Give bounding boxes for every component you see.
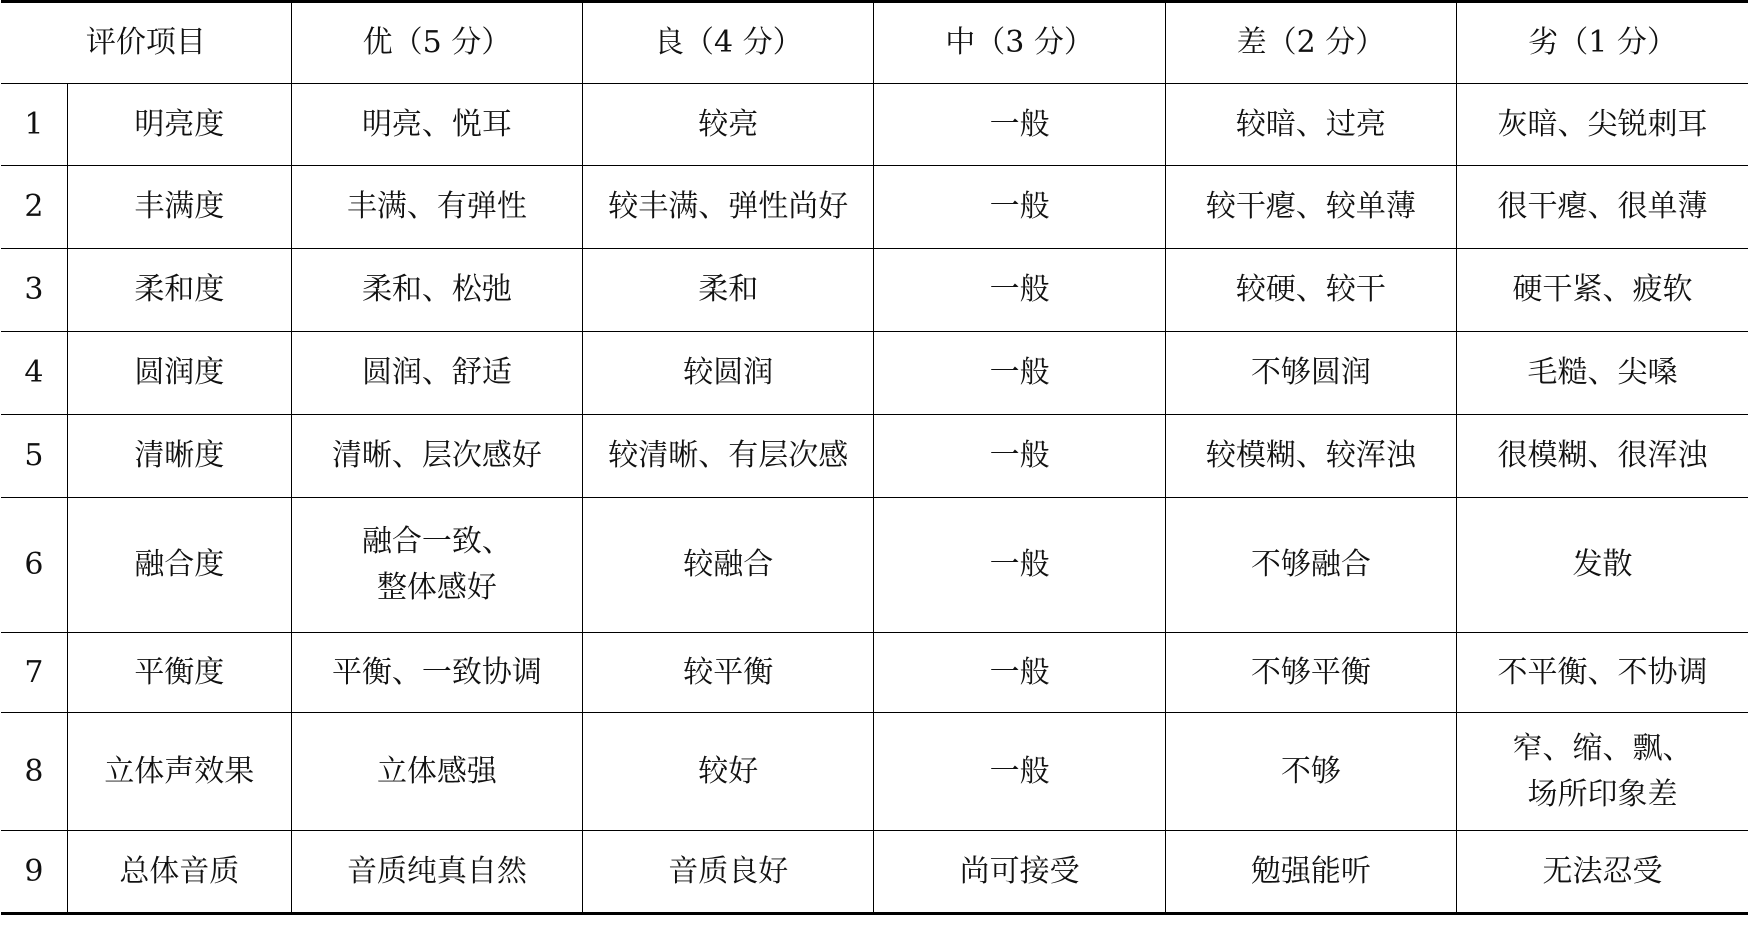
row-number: 8	[1, 713, 67, 831]
cell-bad	[1457, 415, 1748, 498]
cell-bad	[1457, 84, 1748, 166]
header-item: 评价项目	[1, 2, 291, 84]
cell-text-line: 清晰、层次感好	[331, 438, 542, 473]
cell-text-line: 很干瘪、很单薄	[1497, 189, 1708, 224]
cell-excellent	[291, 713, 582, 831]
cell-text-line: 较丰满、弹性尚好	[608, 189, 849, 224]
cell-text-line: 较平衡	[683, 654, 774, 690]
table-row	[1, 633, 1748, 713]
cell-excellent	[291, 633, 582, 713]
table-body	[1, 84, 1748, 914]
row-number: 4	[1, 332, 67, 415]
header-grade-average: 中（3 分）	[874, 2, 1165, 84]
cell-bad	[1457, 249, 1748, 332]
cell-average	[874, 249, 1165, 332]
cell-text-line: 较好	[698, 753, 759, 789]
sound-quality-evaluation-table	[1, 0, 1748, 915]
table-row	[1, 498, 1748, 633]
row-item-name: 融合度	[67, 498, 291, 633]
header-row	[1, 2, 1748, 84]
cell-good	[583, 498, 874, 633]
cell-bad	[1457, 831, 1748, 914]
table-row	[1, 166, 1748, 249]
cell-poor	[1165, 415, 1456, 498]
cell-text-line: 不够圆润	[1250, 355, 1371, 390]
cell-poor	[1165, 713, 1456, 831]
cell-average	[874, 831, 1165, 914]
cell-text-line: 较模糊、较浑浊	[1205, 438, 1416, 473]
cell-text-line: 一般	[989, 654, 1050, 690]
cell-average	[874, 332, 1165, 415]
cell-text-line: 场所印象差	[1527, 776, 1678, 812]
row-item-name: 圆润度	[67, 332, 291, 415]
cell-poor	[1165, 332, 1456, 415]
cell-text-line: 整体感好	[376, 570, 497, 605]
cell-text-line: 一般	[989, 438, 1050, 473]
cell-poor	[1165, 633, 1456, 713]
cell-text-line: 较硬、较干	[1235, 272, 1386, 307]
cell-text-line: 柔和	[698, 272, 759, 307]
cell-text-line: 平衡、一致协调	[331, 654, 542, 690]
row-number: 3	[1, 249, 67, 332]
cell-text-line: 不够	[1280, 753, 1341, 789]
cell-text-line: 窄、缩、飘、	[1512, 730, 1693, 766]
cell-text-line: 一般	[989, 106, 1050, 142]
row-number: 2	[1, 166, 67, 249]
cell-average	[874, 633, 1165, 713]
cell-good	[583, 831, 874, 914]
cell-average	[874, 498, 1165, 633]
cell-text-line: 明亮、悦耳	[361, 106, 512, 142]
cell-average	[874, 415, 1165, 498]
cell-text-line: 较圆润	[683, 355, 774, 390]
cell-good	[583, 166, 874, 249]
cell-text-line: 不够融合	[1250, 547, 1371, 582]
cell-text-line: 灰暗、尖锐刺耳	[1497, 106, 1708, 142]
cell-good	[583, 332, 874, 415]
table-row	[1, 249, 1748, 332]
row-item-name: 清晰度	[67, 415, 291, 498]
header-grade-good: 良（4 分）	[583, 2, 874, 84]
cell-text-line: 一般	[989, 272, 1050, 307]
cell-good	[583, 249, 874, 332]
cell-text-line: 较亮	[698, 106, 759, 142]
table-row	[1, 415, 1748, 498]
cell-excellent	[291, 84, 582, 166]
row-item-name: 丰满度	[67, 166, 291, 249]
cell-text-line: 较干瘪、较单薄	[1205, 189, 1416, 224]
cell-excellent	[291, 498, 582, 633]
table-row	[1, 84, 1748, 166]
cell-text-line: 丰满、有弹性	[346, 189, 527, 224]
cell-bad	[1457, 713, 1748, 831]
cell-good	[583, 713, 874, 831]
cell-average	[874, 166, 1165, 249]
cell-text-line: 不够平衡	[1250, 654, 1371, 690]
cell-text-line: 尚可接受	[959, 853, 1080, 889]
row-item-name: 明亮度	[67, 84, 291, 166]
cell-bad	[1457, 332, 1748, 415]
cell-poor	[1165, 249, 1456, 332]
row-number: 5	[1, 415, 67, 498]
cell-excellent	[291, 166, 582, 249]
table-row	[1, 831, 1748, 914]
row-item-name: 平衡度	[67, 633, 291, 713]
cell-good	[583, 84, 874, 166]
row-item-name: 总体音质	[67, 831, 291, 914]
cell-excellent	[291, 831, 582, 914]
cell-bad	[1457, 498, 1748, 633]
cell-text-line: 无法忍受	[1542, 853, 1663, 889]
table-row	[1, 713, 1748, 831]
cell-text-line: 一般	[989, 355, 1050, 390]
cell-text-line: 圆润、舒适	[361, 355, 512, 390]
cell-good	[583, 415, 874, 498]
header-grade-excellent: 优（5 分）	[291, 2, 582, 84]
table-row	[1, 332, 1748, 415]
row-item-name: 柔和度	[67, 249, 291, 332]
cell-bad	[1457, 633, 1748, 713]
cell-text-line: 勉强能听	[1250, 853, 1371, 889]
cell-poor	[1165, 831, 1456, 914]
row-number: 1	[1, 84, 67, 166]
cell-text-line: 一般	[989, 753, 1050, 789]
cell-text-line: 融合一致、	[361, 524, 512, 559]
cell-poor	[1165, 166, 1456, 249]
cell-text-line: 硬干紧、疲软	[1512, 272, 1693, 307]
cell-text-line: 毛糙、尖嗓	[1527, 355, 1678, 390]
header-grade-bad: 劣（1 分）	[1457, 2, 1748, 84]
cell-excellent	[291, 249, 582, 332]
cell-text-line: 一般	[989, 547, 1050, 582]
cell-excellent	[291, 415, 582, 498]
cell-poor	[1165, 84, 1456, 166]
header-grade-poor: 差（2 分）	[1165, 2, 1456, 84]
row-item-name: 立体声效果	[67, 713, 291, 831]
cell-text-line: 很模糊、很浑浊	[1497, 438, 1708, 473]
cell-excellent	[291, 332, 582, 415]
cell-text-line: 较融合	[683, 547, 774, 582]
cell-text-line: 发散	[1572, 547, 1633, 582]
cell-text-line: 一般	[989, 189, 1050, 224]
cell-text-line: 音质良好	[668, 853, 789, 889]
row-number: 6	[1, 498, 67, 633]
cell-text-line: 柔和、松弛	[361, 272, 512, 307]
cell-average	[874, 713, 1165, 831]
cell-text-line: 音质纯真自然	[346, 853, 527, 889]
cell-average	[874, 84, 1165, 166]
cell-text-line: 较暗、过亮	[1235, 106, 1386, 142]
cell-text-line: 立体感强	[376, 753, 497, 789]
cell-text-line: 不平衡、不协调	[1497, 654, 1708, 690]
cell-poor	[1165, 498, 1456, 633]
cell-good	[583, 633, 874, 713]
row-number: 7	[1, 633, 67, 713]
cell-bad	[1457, 166, 1748, 249]
cell-text-line: 较清晰、有层次感	[608, 438, 849, 473]
row-number: 9	[1, 831, 67, 914]
